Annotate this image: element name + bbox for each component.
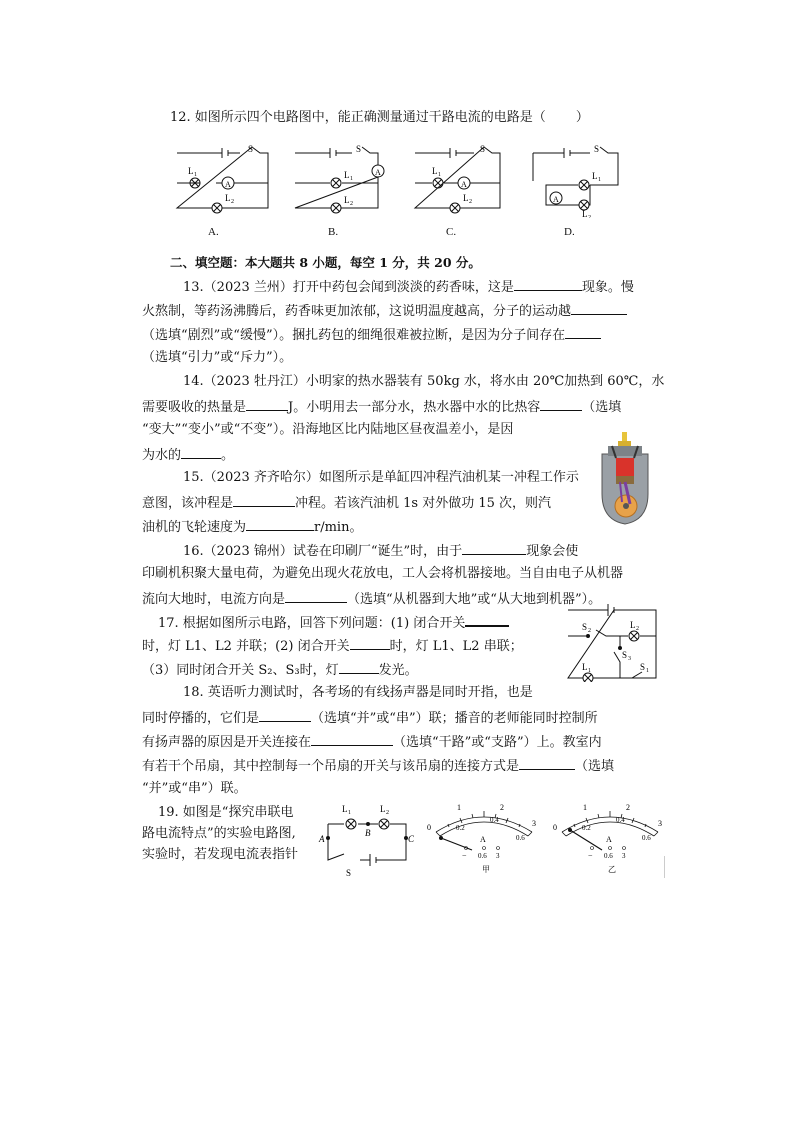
switch-label: S [480,144,486,154]
svg-text:2: 2 [350,201,353,207]
svg-text:1: 1 [438,172,441,178]
ammeter-label: A [225,180,231,189]
svg-text:3: 3 [658,819,662,828]
svg-text:3: 3 [532,819,536,828]
q15-line-1: 15.（2023 齐齐哈尔）如图所示是单缸四冲程汽油机某一冲程工作示 [183,470,579,485]
switch-label: S [594,144,600,154]
lamp-label: L [592,171,598,181]
switch-label: S [346,868,352,878]
answer-blank[interactable] [285,590,347,603]
lamp-label: L [582,209,588,218]
ammeter-jia [424,794,544,880]
q13-line-4: （选填“引力”或“斥力”）。 [142,350,293,365]
q12-option-c: C. [446,226,457,238]
svg-text:A: A [480,835,486,844]
svg-text:2: 2 [588,628,591,634]
q13-line-2: 火熬制，等药汤沸腾后，药香味更加浓郁，这说明温度越高，分子的运动越 [142,302,627,320]
switch-label: S [582,622,588,632]
svg-text:0.6: 0.6 [642,834,651,842]
lamp-label: L [188,166,194,176]
svg-text:2: 2 [588,215,591,218]
q18-line-2: 同时停播的，它们是 （选填“并”或“串”）联；播音的老师能同时控制所 [142,711,598,726]
svg-text:3: 3 [622,852,626,860]
crop-edge-divider [664,856,665,878]
svg-text:0.6: 0.6 [478,852,487,860]
svg-text:2: 2 [500,803,504,812]
q19-line-3: 实验时，若发现电流表指针 [142,847,299,862]
q15-line-2: 意图，该冲程是 冲程。若该汽油机 1s 对外做功 15 次，则汽 [142,496,552,511]
ammeter-label: A [461,180,467,189]
answer-blank[interactable] [565,326,601,339]
svg-text:1: 1 [194,172,197,178]
lamp-label: L [630,620,636,630]
svg-text:1: 1 [588,668,591,674]
answer-blank[interactable] [259,709,311,722]
svg-text:A: A [606,835,612,844]
svg-text:1: 1 [350,176,353,182]
switch-label: S [640,662,646,672]
lamp-label: L [432,166,438,176]
q12-circuit-c [410,143,510,218]
svg-text:2: 2 [231,199,234,205]
answer-blank[interactable] [465,613,509,627]
ammeter-yi [550,794,670,880]
svg-text:1: 1 [348,810,351,816]
point-label: B [365,828,371,838]
answer-blank[interactable] [233,494,295,507]
svg-text:0.4: 0.4 [616,816,625,824]
q18-line-1: 18. 英语听力测试时，各考场的有线扬声器是同时开指，也是 [183,685,533,700]
engine-diagram [596,432,654,528]
q18-line-5: “并”或“串”）联。 [142,781,247,796]
svg-text:−: − [462,851,467,860]
svg-text:1: 1 [583,803,587,812]
q15-line-3: 油机的飞轮速度为 r/min。 [142,520,363,535]
svg-text:0: 0 [427,823,431,832]
q12-circuit-d [528,143,628,218]
svg-text:0.6: 0.6 [604,852,613,860]
lamp-label: L [582,662,588,672]
q12-option-b: B. [328,226,339,238]
q16-line-3: 流向大地时，电流方向是 （选填“从机器到大地”或“从大地到机器”）。 [142,592,602,607]
q18-line-4: 有若干个吊扇，其中控制每一个吊扇的开关与该吊扇的连接方式是 （选填 [142,759,615,774]
q16-line-2: 印刷机积聚大量电荷，为避免出现火花放电，工人会将机器接地。当自由电子从机器 [142,566,624,581]
lamp-label: L [342,804,348,814]
q14-line-1: 14.（2023 牡丹江）小明家的热水器装有 50kg 水，将水由 20℃加热到 60℃，水 [183,374,665,389]
ammeter-label: A [375,168,381,177]
lamp-label: L [463,193,469,203]
q12-text: 12. 如图所示四个电路图中，能正确测量通过干路电流的电路是（ ） [170,110,589,125]
svg-text:1: 1 [457,803,461,812]
ammeter-label: A [553,195,559,204]
q19-line-2: 路电流特点”的实验电路图, [142,826,296,841]
switch-label: S [248,144,254,154]
q12-circuit-b [290,143,390,218]
q12-circuit-a [172,143,272,218]
q19-series-circuit [318,798,414,878]
svg-text:1: 1 [598,177,601,183]
svg-text:0.6: 0.6 [516,834,525,842]
q14-line-2: 需要吸收的热量是 J。小明用去一部分水，热水器中水的比热容 （选填 [142,400,622,415]
svg-text:3: 3 [496,852,500,860]
answer-blank[interactable] [181,446,221,459]
answer-blank[interactable] [311,733,393,746]
svg-text:2: 2 [386,810,389,816]
q17-line-2: 时，灯 L1、L2 并联；(2) 闭合开关 时，灯 L1、L2 串联； [142,639,523,654]
svg-text:2: 2 [469,199,472,205]
q17-line-1: 17. 根据如图所示电路，回答下列问题：(1) 闭合开关 [158,613,509,632]
q17-line-3: （3）同时闭合开关 S₂、S₃时，灯 发光。 [142,663,418,678]
svg-text:2: 2 [626,803,630,812]
figure-caption: 甲 [482,865,490,874]
answer-blank[interactable] [246,398,288,411]
q12-option-d: D. [564,226,575,238]
answer-blank[interactable] [571,302,627,315]
point-label: C [408,834,414,844]
answer-blank[interactable] [514,278,582,291]
switch-label: S [622,650,628,660]
q19-line-1: 19. 如图是“探究串联电 [158,805,294,820]
answer-blank[interactable] [540,398,582,411]
svg-text:1: 1 [646,668,649,674]
section-heading: 二、填空题：本大题共 8 小题，每空 1 分，共 20 分。 [170,255,481,270]
answer-blank[interactable] [339,661,379,674]
svg-text:0.2: 0.2 [582,824,591,832]
switch-label: S [356,144,362,154]
svg-text:0.2: 0.2 [456,824,465,832]
q17-circuit [562,600,662,682]
lamp-label: L [344,195,350,205]
answer-blank[interactable] [462,542,526,555]
q18-line-3: 有扬声器的原因是开关连接在 （选填“干路”或“支路”）上。教室内 [142,735,602,750]
figure-caption: 乙 [608,865,616,874]
q14-line-3: “变大”“变小”或“不变”）。沿海地区比内陆地区昼夜温差小，是因 [142,422,514,437]
svg-text:0: 0 [553,823,557,832]
svg-text:3: 3 [628,656,631,662]
lamp-label: L [380,804,386,814]
point-label: A [319,834,325,844]
q13-line-3: （选填“剧烈”或“缓慢”）。捆扎药包的细绳很难被拉断，是因为分子间存在 [142,326,601,344]
lamp-label: L [344,170,350,180]
answer-blank[interactable] [246,518,314,531]
q13-line-1: 13.（2023 兰州）打开中药包会闻到淡淡的药香味，这是 现象。慢 [183,280,634,295]
q12-option-a: A. [208,226,219,238]
q14-line-4: 为水的 。 [142,448,235,463]
lamp-label: L [225,193,231,203]
answer-blank[interactable] [519,757,575,770]
svg-text:−: − [588,851,593,860]
svg-text:2: 2 [636,626,639,632]
answer-blank[interactable] [350,637,390,650]
svg-text:0.4: 0.4 [490,816,499,824]
q16-line-1: 16.（2023 锦州）试卷在印刷厂“诞生”时，由于 现象会使 [183,544,579,559]
